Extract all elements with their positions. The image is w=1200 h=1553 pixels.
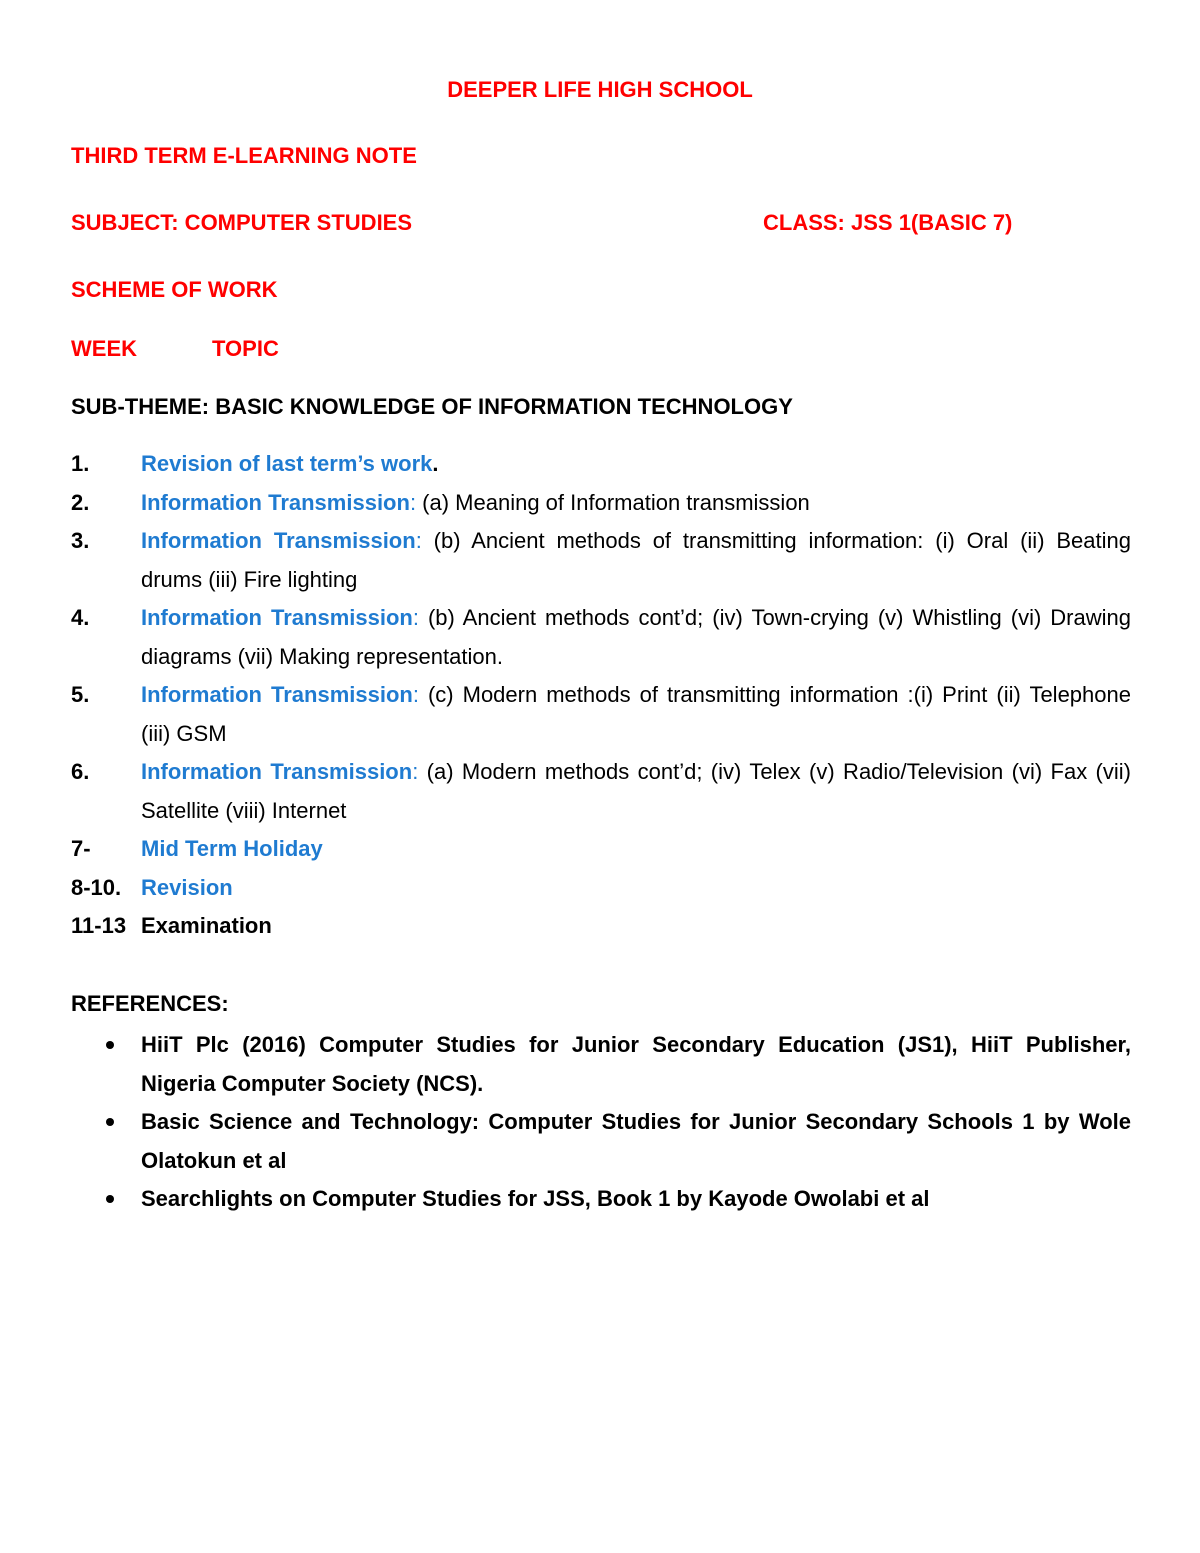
topic-detail: (c) Modern methods of transmitting information :(i) Print (ii) Telephone (iii) GSM — [141, 682, 1131, 746]
topic-detail: (b) Ancient methods of transmitting information: (i) Oral (ii) Beating drums (iii) Fire lighting — [141, 528, 1131, 592]
references-heading: REFERENCES: — [71, 991, 229, 1016]
topic-detail: (a) Modern methods cont’d; (iv) Telex (v) Radio/Television (vi) Fax (vii) Satellite (viii) Internet — [141, 759, 1131, 823]
scheme-item — [71, 522, 1131, 599]
sub-theme-heading: SUB-THEME: BASIC KNOWLEDGE OF INFORMATION TECHNOLOGY — [71, 394, 793, 419]
scheme-item — [71, 445, 1131, 484]
topic-colon: : — [409, 489, 417, 515]
school-title: DEEPER LIFE HIGH SCHOOL — [447, 77, 753, 102]
reference-item — [71, 1180, 1131, 1219]
topic-title: Revision — [141, 874, 233, 900]
week-number: 8-10. — [71, 874, 122, 900]
class-heading: CLASS: JSS 1(BASIC 7) — [763, 210, 1013, 235]
reference-item — [71, 1103, 1131, 1180]
scheme-item — [71, 830, 1131, 869]
week-number: 7- — [71, 836, 91, 861]
topic-title: Information Transmission — [141, 528, 416, 553]
topic-title: Revision of last term’s work — [141, 451, 433, 476]
topic-colon: : — [412, 759, 419, 784]
bullet-icon — [106, 1041, 114, 1049]
topic-title: Information Transmission — [141, 605, 413, 630]
topic-title: Information Transmission — [141, 489, 410, 515]
subject-heading: SUBJECT: COMPUTER STUDIES — [71, 210, 413, 235]
term-note-heading: THIRD TERM E-LEARNING NOTE — [71, 143, 417, 168]
topic-title: Information Transmission — [141, 759, 413, 784]
scheme-item — [71, 753, 1131, 830]
reference-item — [71, 1026, 1131, 1103]
reference-text: Searchlights on Computer Studies for JSS, Book 1 by Kayode Owolabi et al — [141, 1186, 930, 1211]
bullet-icon — [106, 1195, 114, 1203]
scheme-item — [71, 676, 1131, 753]
bullet-icon — [106, 1118, 114, 1126]
topic-title: Mid Term Holiday — [141, 836, 323, 861]
topic-title: Examination — [141, 913, 272, 938]
topic-colon: : — [412, 605, 419, 630]
scheme-item — [71, 484, 1131, 523]
topic-column-label: TOPIC — [212, 336, 279, 361]
week-number: 1. — [71, 451, 90, 476]
topic-title: Information Transmission — [141, 682, 413, 707]
topic-colon: : — [415, 528, 422, 553]
scheme-item — [71, 599, 1131, 676]
scheme-item — [71, 907, 1131, 946]
topic-detail: (b) Ancient methods cont’d; (iv) Town-crying (v) Whistling (vi) Drawing diagrams (vii) Making representation. — [141, 605, 1131, 669]
topic-colon: : — [412, 682, 419, 707]
reference-text: Basic Science and Technology: Computer Studies for Junior Secondary Schools 1 by Wole Olatokun et al — [141, 1109, 1131, 1173]
references-list — [71, 1026, 1131, 1219]
week-number: 11-13 — [71, 913, 127, 938]
topic-detail: (a) Meaning of Information transmission — [416, 489, 810, 515]
week-number: 5. — [71, 682, 90, 707]
week-number: 2. — [71, 489, 90, 515]
scheme-item — [71, 869, 1131, 908]
week-number: 3. — [71, 528, 90, 553]
topic-detail: . — [432, 451, 439, 476]
reference-text: HiiT Plc (2016) Computer Studies for Junior Secondary Education (JS1), HiiT Publisher, Nigeria Computer Society (NCS). — [141, 1032, 1131, 1096]
week-column-label: WEEK — [71, 336, 137, 361]
week-number: 4. — [71, 605, 90, 630]
week-number: 6. — [71, 759, 90, 784]
scheme-of-work-heading: SCHEME OF WORK — [71, 277, 278, 302]
